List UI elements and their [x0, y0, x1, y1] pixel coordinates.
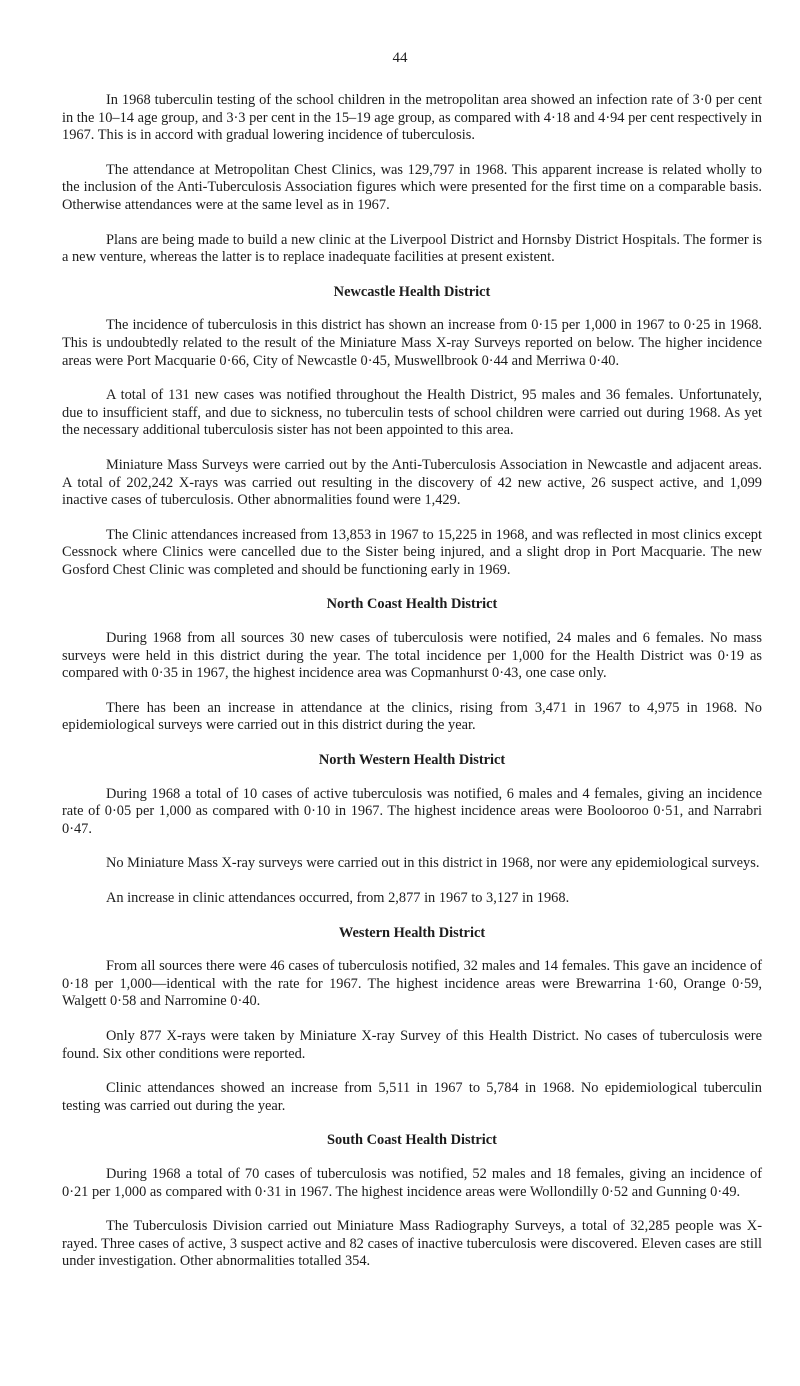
paragraph: Miniature Mass Surveys were carried out by the Anti-Tuberculosis Association in Newcastle and adjacent areas. A total of 202,242 X-rays was carried out resulting in the discovery of 42 new active, 26 suspect active, and 1,099 inactive cases of tuberculosis. Other abnormalities found were 1,429.	[62, 456, 762, 509]
paragraph: In 1968 tuberculin testing of the school children in the metropolitan area showed an infection rate of 3·0 per cent in the 10–14 age group, and 3·3 per cent in the 15–19 age group, as compared with 4·18 and 4·94 per cent respectively in 1967. This is in accord with gradual lowering incidence of tuberculosis.	[62, 92, 762, 144]
section-heading: Newcastle Health District	[333, 283, 491, 300]
paragraph: There has been an increase in attendance at the clinics, rising from 3,471 in 1967 to 4,975 in 1968. No epidemiological surveys were carried out in this district during the year.	[62, 699, 762, 734]
paragraph: During 1968 a total of 10 cases of active tuberculosis was notified, 6 males and 4 females, giving an incidence rate of 0·05 per 1,000 as compared with 0·10 in 1967. The highest incidence areas were Boolooroo 0·51, and Narrabri 0·47.	[62, 785, 762, 837]
north-western-section	[62, 752, 762, 908]
newcastle-section	[62, 284, 762, 580]
paragraph: The attendance at Metropolitan Chest Clinics, was 129,797 in 1968. This apparent increase is related wholly to the inclusion of the Anti-Tuberculosis Association figures which were presented for the first time on a comparable basis. Otherwise attendances were at the same level as in 1967.	[62, 161, 762, 213]
paragraph: The Tuberculosis Division carried out Miniature Mass Radiography Surveys, a total of 32,285 people was X-rayed. Three cases of active, 3 suspect active and 82 cases of inactive tuberculosis were discovered. Eleven cases are still under investigation. Other abnormalities totalled 354.	[62, 1218, 762, 1270]
paragraph: The incidence of tuberculosis in this district has shown an increase from 0·15 per 1,000 in 1967 to 0·25 in 1968. This is undoubtedly related to the result of the Miniature Mass X-ray Surveys reported on below. The higher incidence areas were Port Macquarie 0·66, City of Newcastle 0·45, Muswellbrook 0·44 and Merriwa 0·40.	[62, 317, 762, 369]
page-number: 44	[392, 50, 408, 66]
paragraph: Plans are being made to build a new clinic at the Liverpool District and Hornsby District Hospitals. The former is a new venture, whereas the latter is to replace inadequate facilities at present existent.	[62, 231, 762, 266]
paragraph: During 1968 from all sources 30 new cases of tuberculosis were notified, 24 males and 6 females. No mass surveys were held in this district during the year. The total incidence per 1,000 for the Health District was 0·19 as compared with 0·35 in 1967, the highest incidence area was Copmanhurst 0·43, one case only.	[62, 630, 762, 682]
report-body	[62, 92, 762, 1288]
paragraph: No Miniature Mass X-ray surveys were carried out in this district in 1968, nor were any epidemiological surveys.	[106, 855, 760, 872]
south-coast-section	[62, 1132, 762, 1271]
paragraph: A total of 131 new cases was notified throughout the Health District, 95 males and 36 females. Unfortunately, due to insufficient staff, and due to sickness, no tuberculin tests of school children were carried out during 1968. As yet the necessary additional tuberculosis sister has not been appointed to this area.	[62, 387, 762, 439]
section-heading: Western Health District	[338, 924, 486, 941]
metropolitan-section	[62, 92, 762, 267]
section-heading: North Coast Health District	[326, 596, 498, 613]
section-heading: South Coast Health District	[327, 1132, 497, 1149]
paragraph: Only 877 X-rays were taken by Miniature X-ray Survey of this Health District. No cases of tuberculosis were found. Six other conditions were reported.	[62, 1027, 762, 1062]
paragraph: An increase in clinic attendances occurred, from 2,877 in 1967 to 3,127 in 1968.	[106, 890, 570, 906]
paragraph: From all sources there were 46 cases of tuberculosis notified, 32 males and 14 females. This gave an incidence of 0·18 per 1,000—identical with the rate for 1967. The highest incidence areas were Brewarrina 1·60, Orange 0·59, Walgett 0·58 and Narromine 0·40.	[62, 958, 762, 1010]
paragraph: During 1968 a total of 70 cases of tuberculosis was notified, 52 males and 18 females, giving an incidence of 0·21 per 1,000 as compared with 0·31 in 1967. The highest incidence areas were Wollondilly 0·52 and Gunning 0·49.	[62, 1165, 762, 1200]
north-coast-section	[62, 596, 762, 735]
paragraph: Clinic attendances showed an increase from 5,511 in 1967 to 5,784 in 1968. No epidemiological tuberculin testing was carried out during the year.	[62, 1080, 762, 1114]
western-section	[62, 925, 762, 1116]
paragraph: The Clinic attendances increased from 13,853 in 1967 to 15,225 in 1968, and was reflected in most clinics except Cessnock where Clinics were cancelled due to the Sister being injured, and a slight drop in Port Macquarie. The new Gosford Chest Clinic was completed and should be functioning early in 1969.	[62, 526, 762, 578]
section-heading: North Western Health District	[318, 752, 506, 769]
